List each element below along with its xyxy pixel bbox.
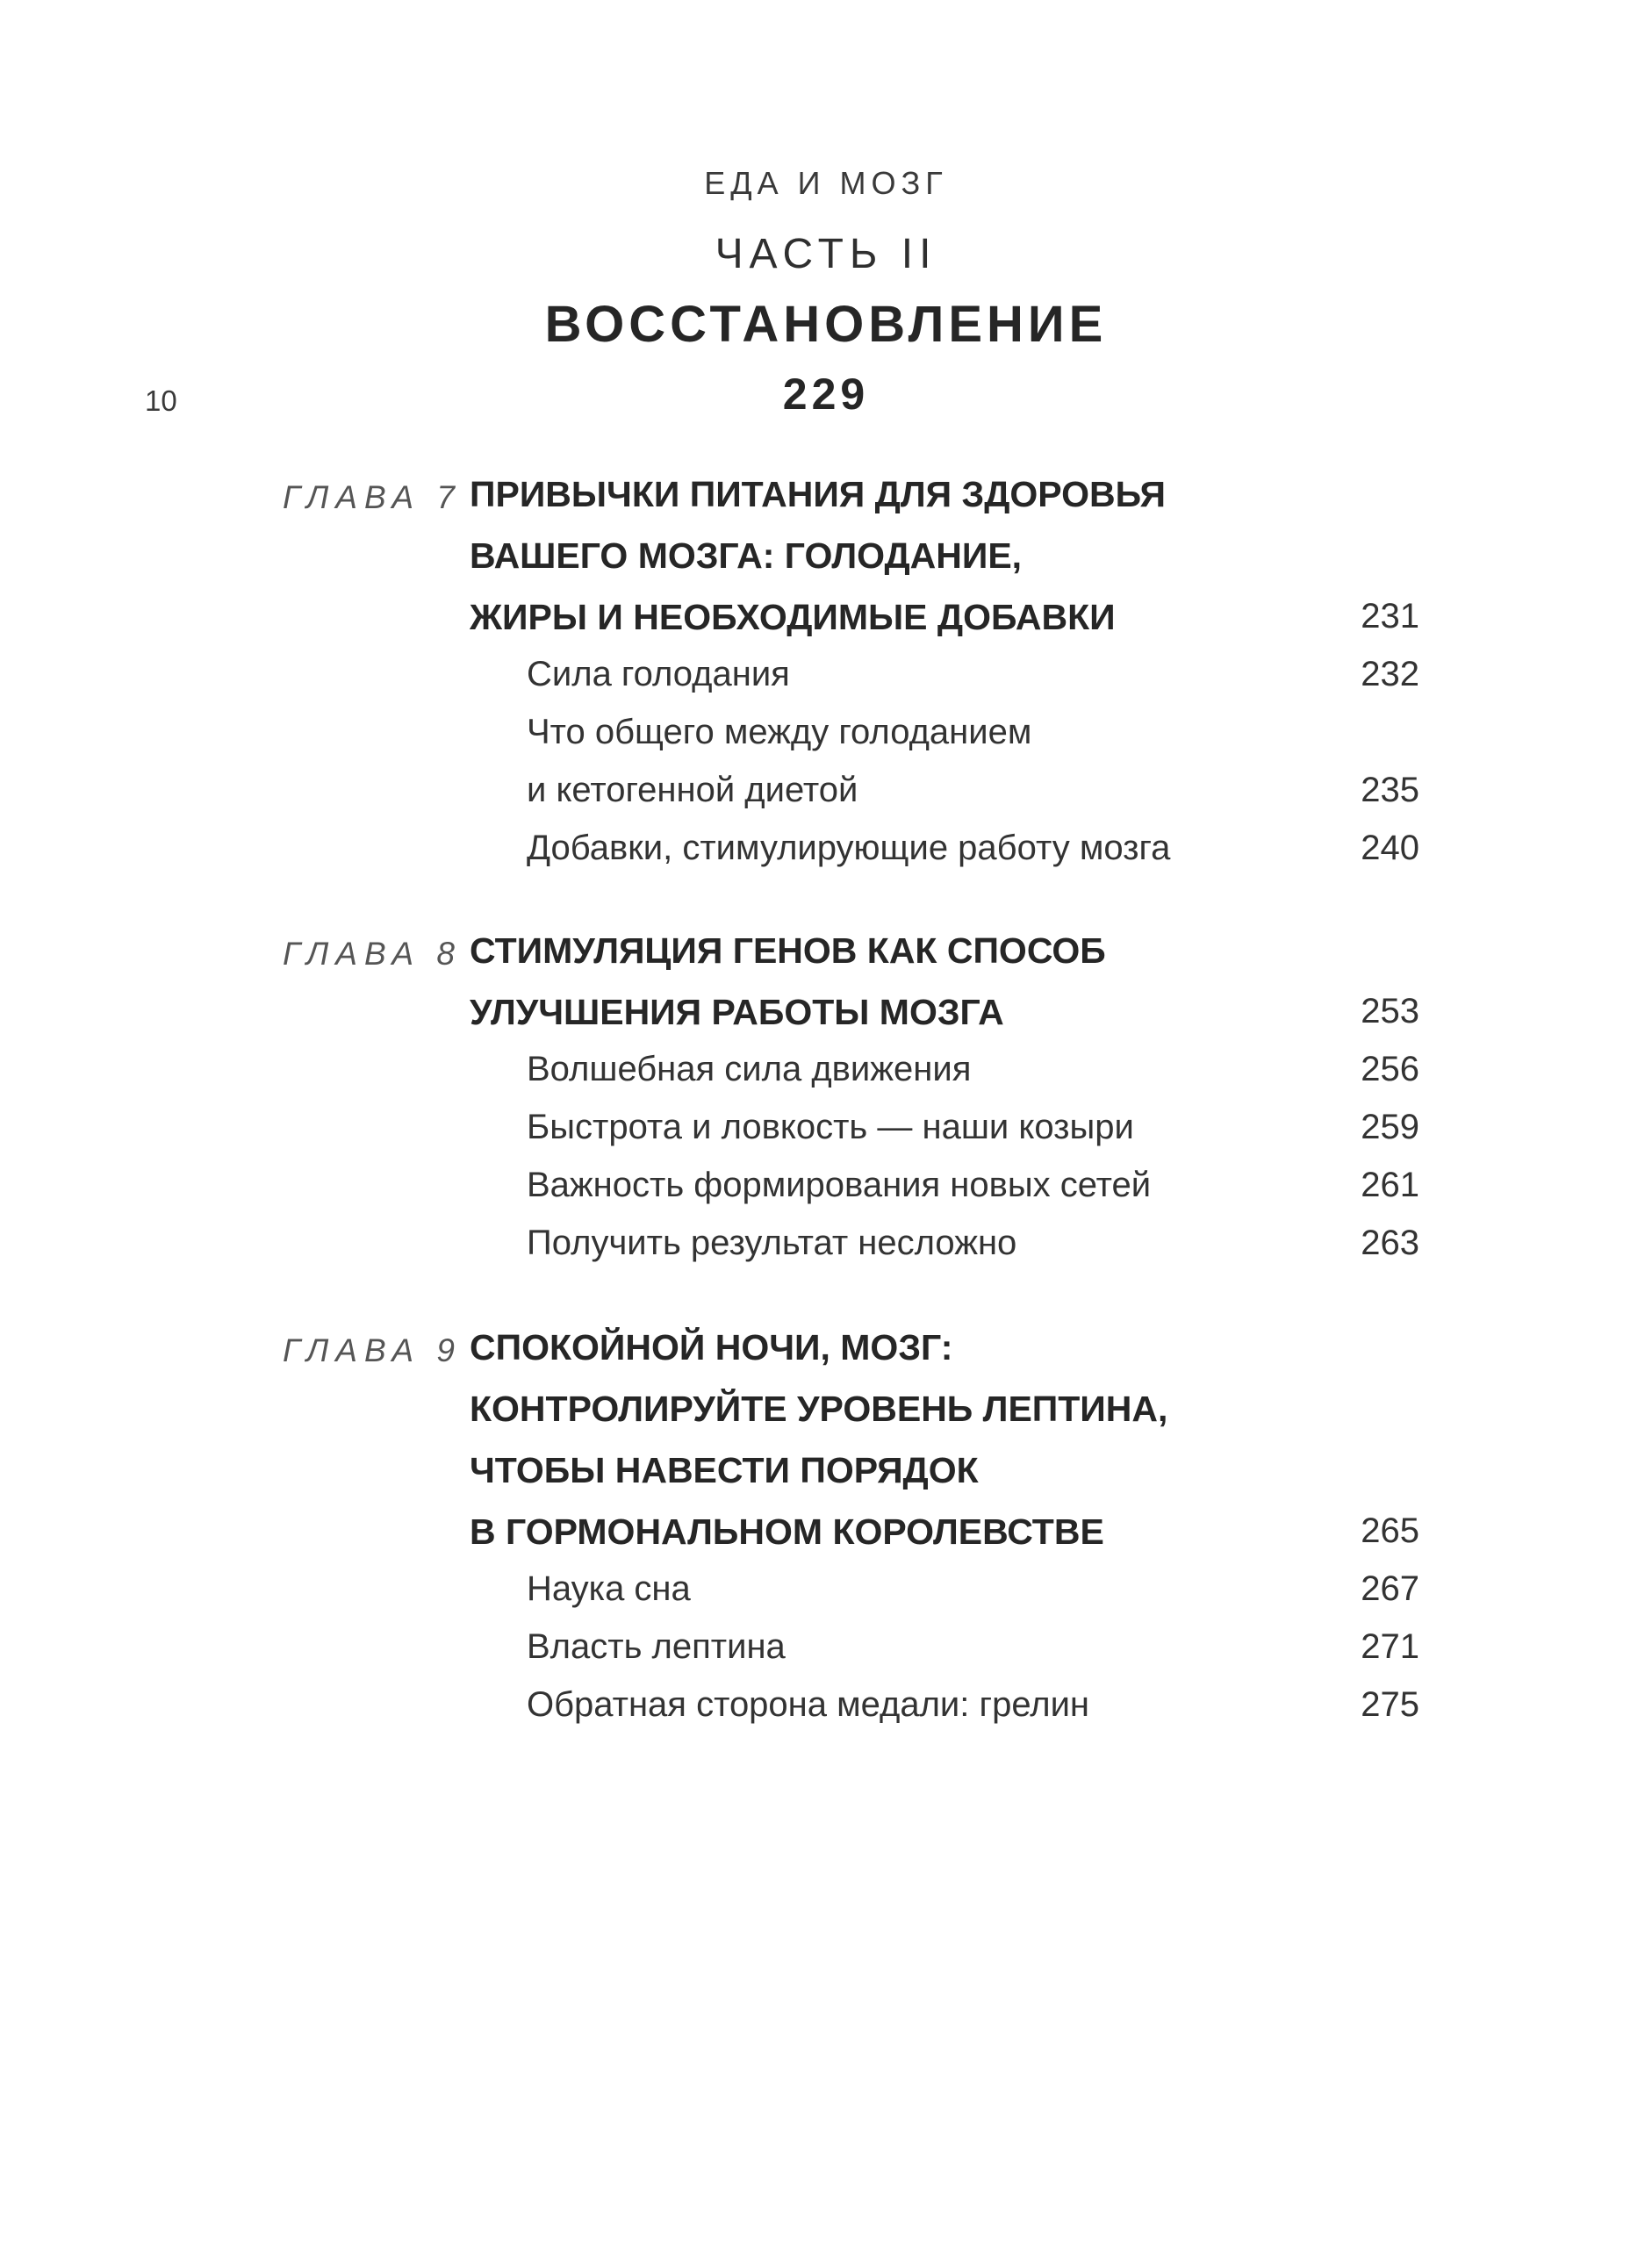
section-row <box>0 829 1652 887</box>
running-head: ЕДА И МОЗГ <box>704 165 948 201</box>
section-row <box>0 771 1652 829</box>
chapter-title: В ГОРМОНАЛЬНОМ КОРОЛЕВСТВЕ <box>470 1511 1104 1552</box>
chapter-title-row <box>0 1389 1652 1447</box>
chapter-title-row <box>0 1511 1652 1569</box>
part-page-ref: 229 <box>782 370 870 419</box>
chapter-label: ГЛАВА 9 <box>283 1332 462 1368</box>
chapter-page-ref: 231 <box>1361 597 1419 635</box>
page-number: 10 <box>145 384 177 417</box>
chapter-title-row <box>0 535 1652 593</box>
section-title: Волшебная сила движения <box>527 1050 972 1088</box>
chapter-title: УЛУЧШЕНИЯ РАБОТЫ МОЗГА <box>470 992 1004 1032</box>
chapter-title-row <box>0 597 1652 655</box>
chapter-label: ГЛАВА 8 <box>283 936 462 972</box>
section-title: Что общего между голоданием <box>527 713 1032 751</box>
chapter-title: ПРИВЫЧКИ ПИТАНИЯ ДЛЯ ЗДОРОВЬЯ <box>470 474 1166 514</box>
chapter-page-ref: 265 <box>1361 1511 1419 1550</box>
section-row <box>0 1166 1652 1224</box>
section-page-ref: 275 <box>1361 1685 1419 1724</box>
section-page-ref: 259 <box>1361 1108 1419 1146</box>
section-row <box>0 1685 1652 1743</box>
chapter-title: ЧТОБЫ НАВЕСТИ ПОРЯДОК <box>470 1450 979 1490</box>
section-page-ref: 267 <box>1361 1569 1419 1608</box>
section-page-ref: 261 <box>1361 1166 1419 1204</box>
chapter-title: ЖИРЫ И НЕОБХОДИМЫЕ ДОБАВКИ <box>470 597 1116 637</box>
section-page-ref: 271 <box>1361 1627 1419 1666</box>
chapter-page-ref: 253 <box>1361 992 1419 1030</box>
section-title: Добавки, стимулирующие работу мозга <box>527 829 1171 867</box>
chapter-label: ГЛАВА 7 <box>283 479 462 515</box>
section-title: Получить результат несложно <box>527 1224 1017 1262</box>
chapter-title: СТИМУЛЯЦИЯ ГЕНОВ КАК СПОСОБ <box>470 930 1106 971</box>
part-label: ЧАСТЬ II <box>715 231 937 277</box>
section-title: Наука сна <box>527 1569 691 1608</box>
section-title: Власть лептина <box>527 1627 786 1666</box>
chapter-title-row <box>0 992 1652 1050</box>
section-row <box>0 1224 1652 1281</box>
section-row <box>0 1627 1652 1685</box>
section-title: Важность формирования новых сетей <box>527 1166 1152 1204</box>
chapter-title: СПОКОЙНОЙ НОЧИ, МОЗГ: <box>470 1327 953 1368</box>
part-title: ВОССТАНОВЛЕНИЕ <box>544 296 1108 353</box>
section-page-ref: 235 <box>1361 771 1419 809</box>
section-title: Быстрота и ловкость — наши козыри <box>527 1108 1134 1146</box>
section-row <box>0 1108 1652 1166</box>
chapter-title-row <box>0 1450 1652 1508</box>
section-page-ref: 240 <box>1361 829 1419 867</box>
chapter-title-row <box>0 930 1652 988</box>
chapter-title-row <box>0 474 1652 532</box>
section-row <box>0 655 1652 713</box>
section-title: Сила голодания <box>527 655 790 693</box>
chapter-title: КОНТРОЛИРУЙТЕ УРОВЕНЬ ЛЕПТИНА, <box>470 1389 1168 1429</box>
section-title: Обратная сторона медали: грелин <box>527 1685 1090 1724</box>
chapter-title: ВАШЕГО МОЗГА: ГОЛОДАНИЕ, <box>470 535 1023 576</box>
section-page-ref: 256 <box>1361 1050 1419 1088</box>
chapter-title-row <box>0 1327 1652 1385</box>
section-row <box>0 1569 1652 1627</box>
section-row <box>0 1050 1652 1108</box>
section-page-ref: 263 <box>1361 1224 1419 1262</box>
section-page-ref: 232 <box>1361 655 1419 693</box>
section-title: и кетогенной диетой <box>527 771 858 809</box>
section-row <box>0 713 1652 771</box>
